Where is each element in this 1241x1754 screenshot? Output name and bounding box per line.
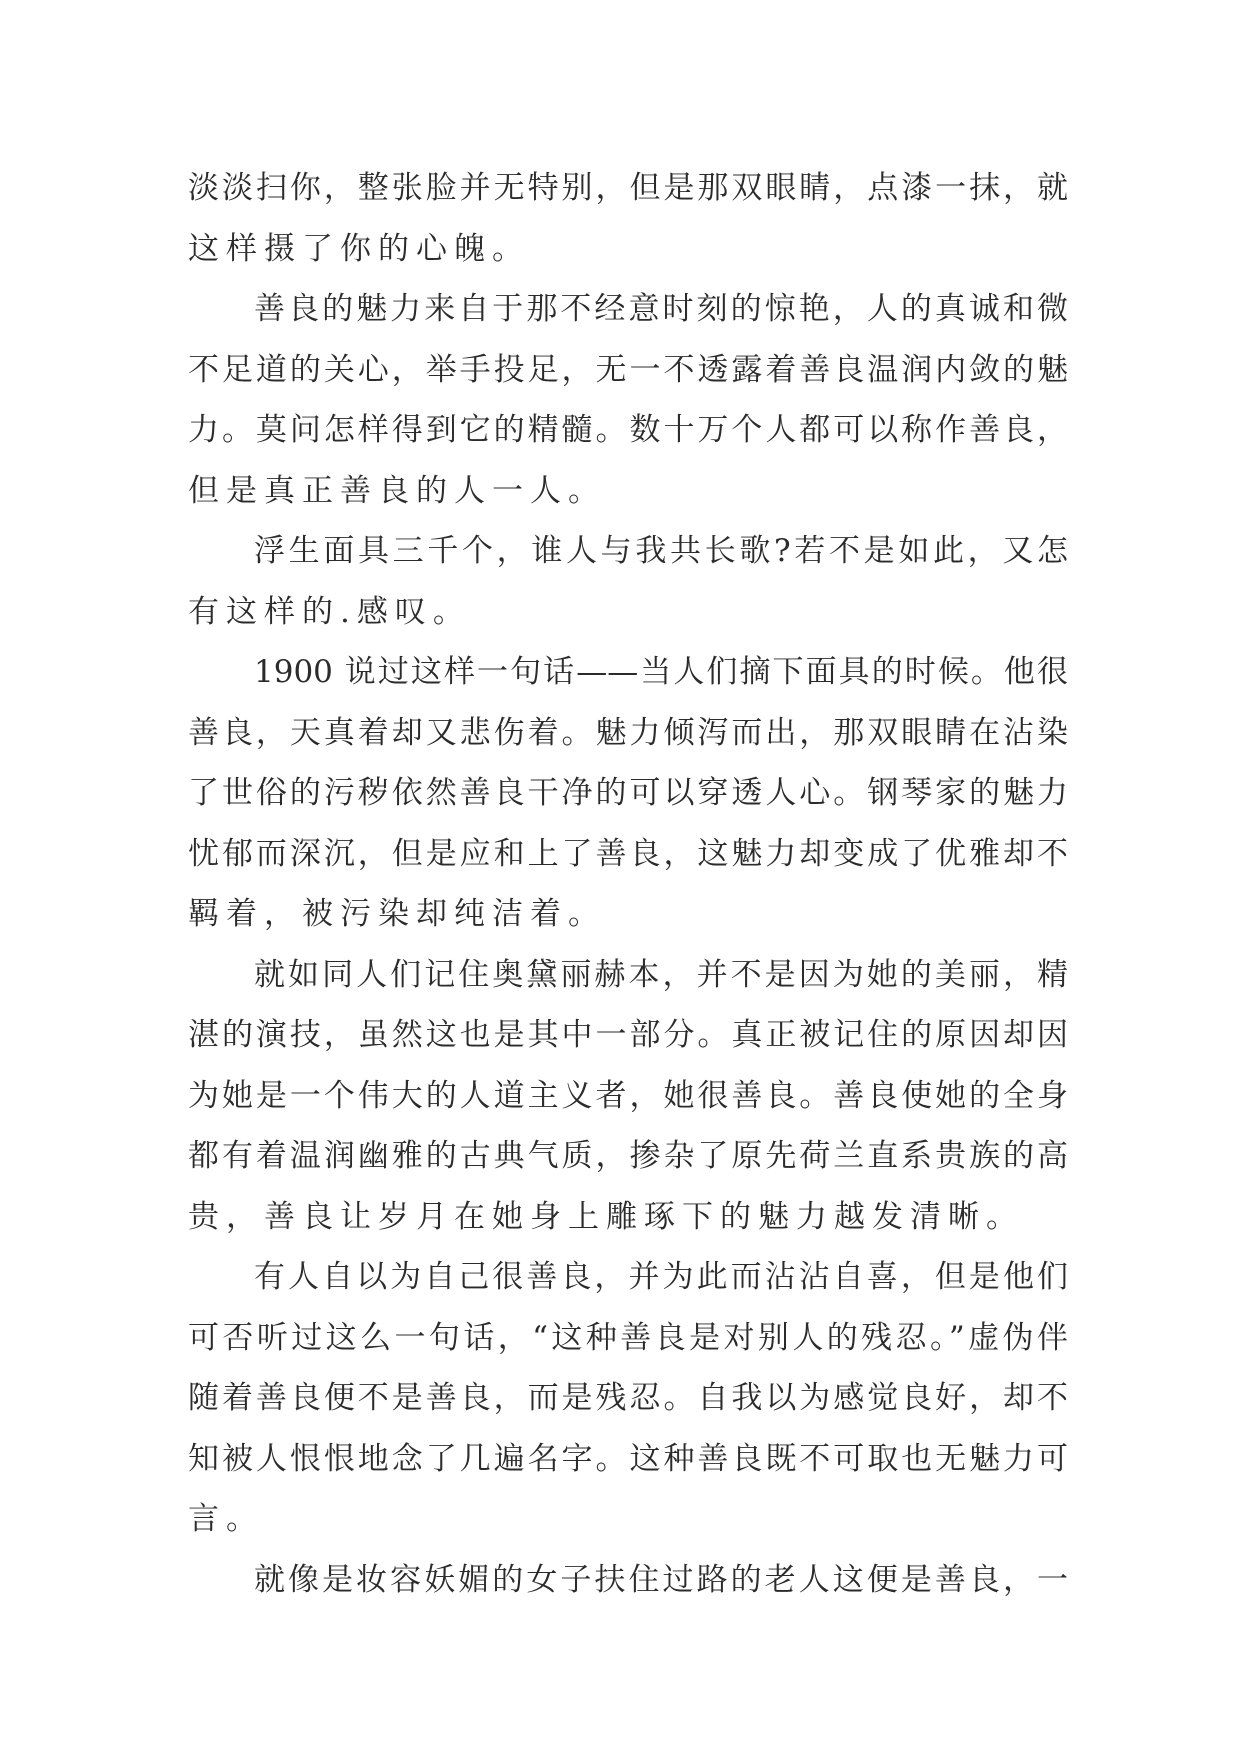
text-line: 随着善良便不是善良，而是残忍。自我以为感觉良好，却不 xyxy=(188,1380,1068,1416)
text-line: 淡淡扫你，整张脸并无特别，但是那双眼睛，点漆一抹，就 xyxy=(188,170,1068,206)
text-line: 知被人恨恨地念了几遍名字。这种善良既不可取也无魅力可 xyxy=(188,1440,1068,1477)
text-line: 这样摄了你的心魄。 xyxy=(188,230,530,267)
text-line: 为她是一个伟大的人道主义者，她很善良。善良使她的全身 xyxy=(188,1077,1068,1114)
text-line: 羁着，被污染却纯洁着。 xyxy=(188,896,606,932)
text-line: 浮生面具三千个，谁人与我共长歌?若不是如此，又怎 xyxy=(254,533,1068,569)
text-line: 善良，天真着却又悲伤着。魅力倾泻而出，那双眼睛在沾染 xyxy=(188,714,1068,751)
text-line: 有这样的.感叹。 xyxy=(188,593,471,630)
text-line: 1900 说过这样一句话——当人们摘下面具的时候。他很 xyxy=(254,654,1068,690)
text-line: 就如同人们记住奥黛丽赫本，并不是因为她的美丽，精 xyxy=(254,956,1068,993)
text-line: 善良的魅力来自于那不经意时刻的惊艳，人的真诚和微 xyxy=(254,291,1068,327)
text-line: 可否听过这么一句话，“这种善良是对别人的残忍。”虚伪伴 xyxy=(188,1319,1068,1356)
text-line: 了世俗的污秽依然善良干净的可以穿透人心。钢琴家的魅力 xyxy=(188,775,1068,811)
text-line: 力。莫问怎样得到它的精髓。数十万个人都可以称作善良， xyxy=(188,412,1068,448)
text-line: 湛的演技，虽然这也是其中一部分。真正被记住的原因却因 xyxy=(188,1017,1068,1053)
text-line: 就像是妆容妖媚的女子扶住过路的老人这便是善良，一 xyxy=(254,1561,1068,1598)
text-line: 贵，善良让岁月在她身上雕琢下的魅力越发清晰。 xyxy=(188,1198,1024,1235)
text-line: 有人自以为自己很善良，并为此而沾沾自喜，但是他们 xyxy=(254,1259,1068,1295)
text-line: 不足道的关心，举手投足，无一不透露着善良温润内敛的魅 xyxy=(188,351,1068,388)
text-line: 但是真正善良的人一人。 xyxy=(188,472,606,509)
text-line: 忧郁而深沉，但是应和上了善良，这魅力却变成了优雅却不 xyxy=(188,835,1068,872)
body-text xyxy=(188,158,1068,1610)
text-line: 言。 xyxy=(188,1501,264,1537)
text-line: 都有着温润幽雅的古典气质，掺杂了原先荷兰直系贵族的高 xyxy=(188,1138,1068,1174)
